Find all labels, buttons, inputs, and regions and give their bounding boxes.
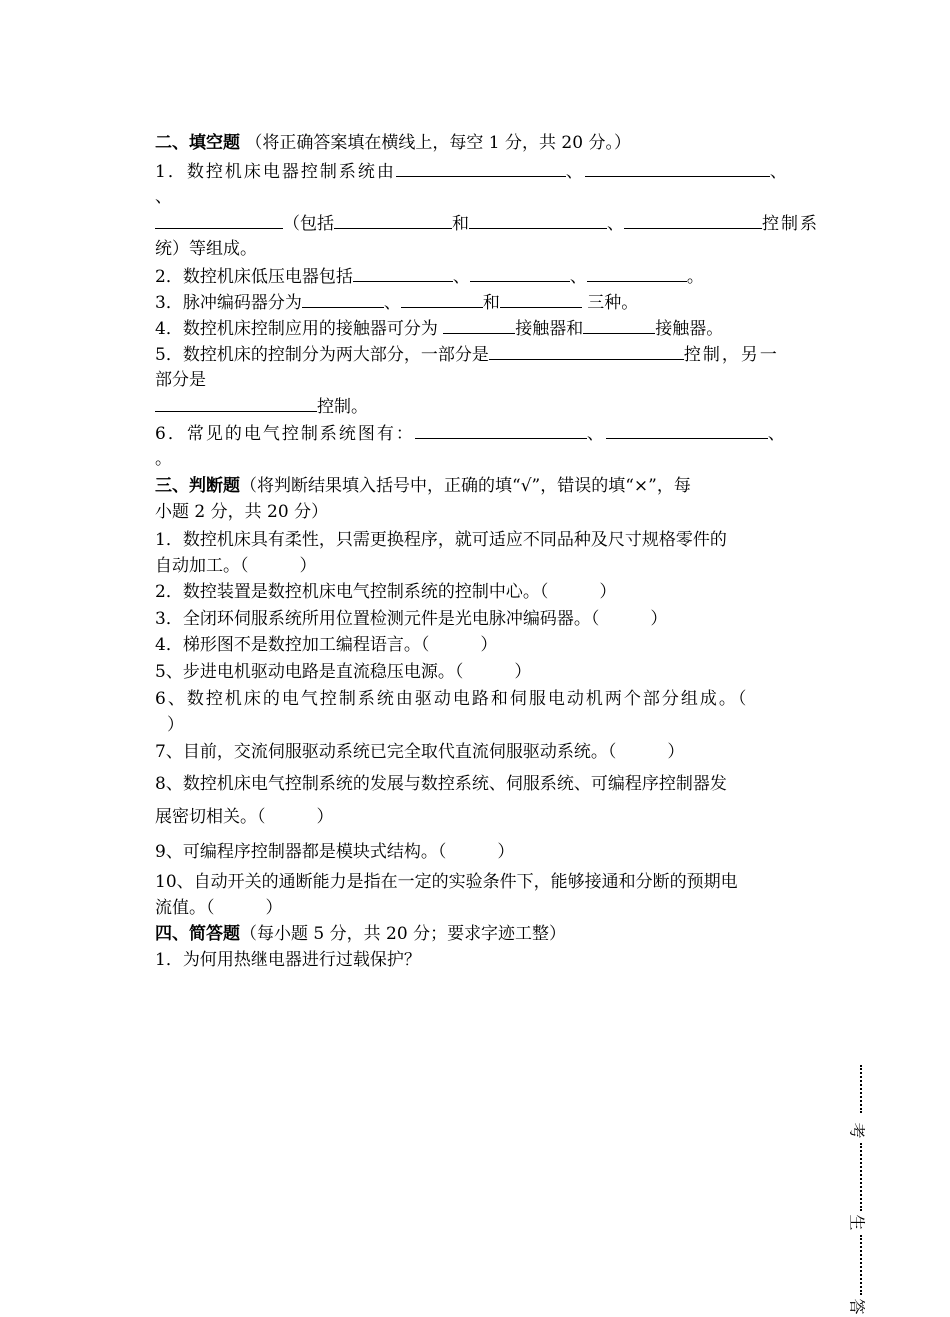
answer-blank[interactable] [396,158,566,177]
judge-text: 10、自动开关的通断能力是指在一定的实验条件下，能够接通和分断的预期电 [155,872,738,892]
judge-item-9 [155,839,514,865]
judge-item-1 [155,527,727,553]
margin-char: 生 [847,1214,867,1231]
answer-blank[interactable] [334,210,452,229]
section4-title: 四、简答题 [155,924,240,944]
q2-1-line1 [155,158,789,184]
q2-3-text: 3．脉冲编码器分为 [155,293,302,313]
separator: 、 [452,267,470,287]
section2-heading [155,130,631,156]
judge-text: 3．全闭环伺服系统所用位置检测元件是光电脉冲编码器。（ ） [155,609,668,629]
judge-item-6-wrap [167,712,184,738]
judge-text: ） [167,715,184,735]
dotted-line [860,1235,864,1295]
q2-5-line1 [155,341,779,367]
judge-item-10 [155,869,738,895]
answer-blank[interactable] [469,210,607,229]
margin-char: 考 [847,1122,867,1139]
q2-3 [155,289,638,315]
q2-1-text-b: （包括 [283,214,334,234]
judge-text: 6、数控机床的电气控制系统由驱动电路和伺服电动机两个部分组成。（ [155,689,749,709]
judge-item-5 [155,659,531,685]
separator: 、 [383,293,401,313]
judge-text: 9、可编程序控制器都是模块式结构。（ ） [155,842,515,862]
answer-blank[interactable] [585,158,770,177]
q2-5-text-c: 部分是 [155,370,206,390]
judge-text: 2．数控装置是数控机床电气控制系统的控制中心。（ ） [155,582,617,602]
q2-1-text: 1．数控机床电器控制系统由 [155,162,396,182]
judge-text: 1．数控机床具有柔性，只需更换程序，就可适应不同品种及尺寸规格零件的 [155,530,727,550]
q2-4-text: 4．数控机床控制应用的接触器可分为 [155,319,444,339]
section3-note: （将判断结果填入括号中，正确的填“√”，错误的填“×”，每 [240,476,691,496]
dotted-line [860,1065,864,1113]
answer-blank[interactable] [470,263,570,282]
answer-blank[interactable] [353,263,453,282]
q2-6-wrap [155,446,172,472]
q2-5-text-b: 控制，另一 [683,345,779,365]
judge-text: 5、步进电机驱动电路是直流稳压电源。（ ） [155,662,532,682]
q2-5-line3 [155,393,368,419]
answer-blank[interactable] [500,289,582,308]
judge-text: 流值。（ ） [155,898,283,918]
q2-2-end: 。 [686,267,704,287]
judge-item-1-wrap [155,553,317,579]
section2-note: （将正确答案填在横线上，每空 1 分，共 20 分。） [245,133,631,153]
q2-1-text-f: 统）等组成。 [155,239,257,259]
judge-text: 展密切相关。（ ） [155,807,334,827]
judge-item-8 [155,771,727,797]
q2-2 [155,263,704,289]
q2-3-and: 和 [482,293,500,313]
q2-4 [155,315,723,341]
q2-1-line2 [155,210,819,236]
q2-4-text-b: 接触器和 [515,319,584,339]
separator: 、 [769,162,789,182]
section2-title: 二、填空题 [155,133,240,153]
judge-text: 8、数控机床电气控制系统的发展与数控系统、伺服系统、可编程序控制器发 [155,774,727,794]
q2-4-text-c: 接触器。 [655,319,724,339]
q2-3-end: 三种。 [581,293,639,313]
q2-2-text: 2．数控机床低压电器包括 [155,267,353,287]
answer-blank[interactable] [606,420,768,439]
short-answer-text: 1．为何用热继电器进行过载保护？ [155,950,421,970]
answer-blank[interactable] [415,420,587,439]
period: 。 [155,449,172,469]
q2-6 [155,420,787,446]
section4-note: （每小题 5 分，共 20 分；要求字迹工整） [240,924,567,944]
section3-note-line2 [155,499,328,525]
section3-heading [155,473,691,499]
separator: 、 [586,424,606,444]
judge-item-8-wrap [155,804,334,830]
judge-item-6 [155,686,748,712]
q2-5-text-d: 控制。 [317,397,368,417]
q2-5-line2 [155,367,206,393]
section3-title: 三、判断题 [155,476,240,496]
section3-note2: 小题 2 分，共 20 分） [155,502,329,522]
answer-blank[interactable] [401,289,483,308]
answer-blank[interactable] [443,315,515,334]
judge-text: 自动加工。（ ） [155,556,317,576]
q2-1-wrap [155,184,172,210]
q2-5-text: 5．数控机床的控制分为两大部分，一部分是 [155,345,489,365]
answer-blank[interactable] [155,210,283,229]
judge-text: 4．梯形图不是数控加工编程语言。（ ） [155,635,498,655]
q2-6-text: 6．常见的电气控制系统图有： [155,424,415,444]
dotted-line [860,1143,864,1211]
q2-1-text-c: 和 [452,214,469,234]
answer-blank[interactable] [155,393,317,412]
q2-1-line3 [155,236,257,262]
short-answer-1 [155,947,421,973]
judge-item-7 [155,739,684,765]
separator: 、 [565,162,585,182]
answer-blank[interactable] [624,210,762,229]
q2-1-text-e: 控制系 [762,214,819,234]
margin-char: 答 [847,1298,867,1315]
answer-blank[interactable] [489,341,684,360]
judge-item-3 [155,606,667,632]
answer-blank[interactable] [583,315,655,334]
judge-item-10-wrap [155,895,283,921]
answer-blank[interactable] [302,289,384,308]
judge-text: 7、目前，交流伺服驱动系统已完全取代直流伺服驱动系统。（ ） [155,742,685,762]
separator: 、 [767,424,787,444]
separator: 、 [569,267,587,287]
judge-item-4 [155,632,497,658]
answer-blank[interactable] [587,263,687,282]
separator: 、 [607,214,624,234]
separator: 、 [155,187,172,207]
binding-margin [848,1065,876,1315]
judge-item-2 [155,579,616,605]
section4-heading [155,921,566,947]
